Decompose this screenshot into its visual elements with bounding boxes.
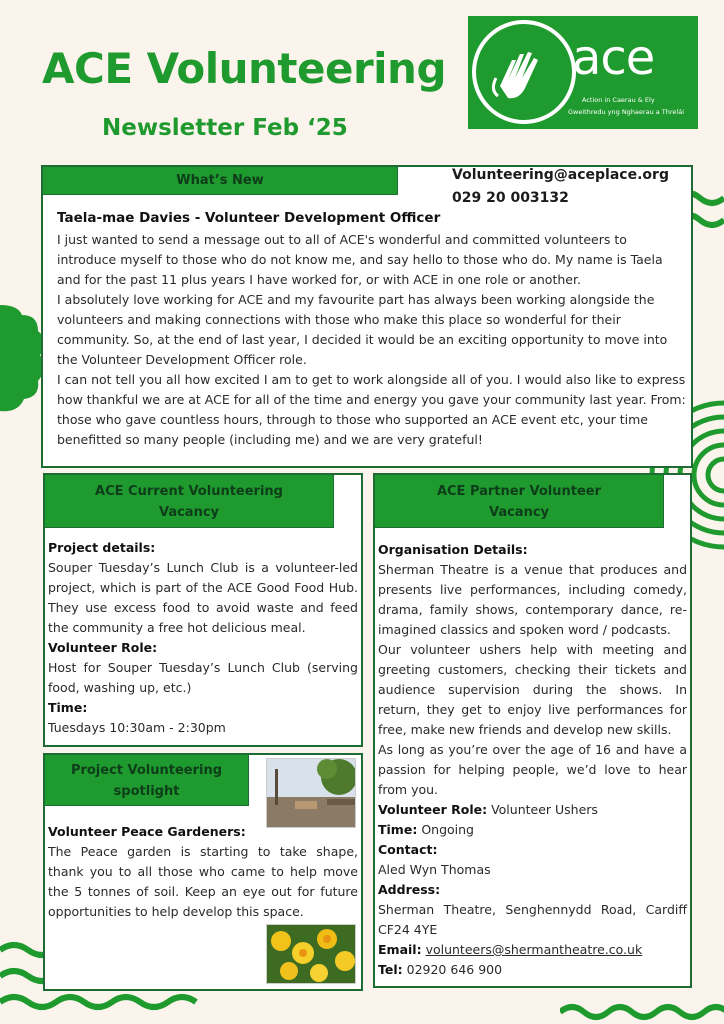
partner-tel-text: 02920 646 900 <box>406 962 503 977</box>
whats-new-paragraph-3: I can not tell you all how excited I am to get to work alongside all of you. I would also like to express how thankful we are at ACE for all of the time and energy you gave your community last year. From: those who gave countless hours, through to those who supported an ACE event etc, your time benefitted so many people (including me) and we are very grateful! <box>57 372 686 447</box>
contact-name: Aled Wyn Thomas <box>378 862 491 877</box>
partner-vacancy-body <box>378 540 687 980</box>
whats-new-body <box>57 230 687 450</box>
ace-logo <box>468 16 698 129</box>
address-label: Address: <box>378 882 441 897</box>
current-vacancy-tab <box>44 474 334 528</box>
partner-time-text: Ongoing <box>421 822 474 837</box>
spotlight-tab <box>44 754 249 806</box>
daffodils-photo <box>266 924 356 984</box>
spotlight-body <box>48 822 358 922</box>
partner-tel-line <box>378 960 687 980</box>
contact-phone: 029 20 003132 <box>452 190 569 206</box>
partner-time-line <box>378 820 687 840</box>
partner-role-line <box>378 800 687 820</box>
current-vacancy-tab-line1: ACE Current Volunteering <box>95 484 283 499</box>
address-text: Sherman Theatre, Senghennydd Road, Cardiff CF24 4YE <box>378 902 687 937</box>
org-details-text-1: Sherman Theatre is a venue that produces and presents live performances, including comedy, drama, family shows, contemporary dance, re-imagined classics and spoken word / podcasts. <box>378 562 687 637</box>
whats-new-paragraph-2: I absolutely love working for ACE and my favourite part has always been working alongside the volunteers and making connections with those who make this place so wonderful for their community. So, at the end of last year, I decided it would be an exciting opportunity to move into the Volunteer Development Officer role. <box>57 292 668 367</box>
project-details-text: Souper Tuesday’s Lunch Club is a volunteer-led project, which is part of the ACE Good Food Hub. They use excess food to avoid waste and feed the community a free hot delicious meal. <box>48 560 358 635</box>
org-details-text-2: Our volunteer ushers help with meeting and greeting customers, checking their tickets and audience supervision during the shows. In return, they get to enjoy live performances for free, make new friends and develop new skills. <box>378 642 687 737</box>
org-details-text-3: As long as you’re over the age of 16 and have a passion for helping people, we’d love to hear from you. <box>378 742 687 797</box>
article-author: Taela-mae Davies - Volunteer Development Officer <box>57 210 441 226</box>
contact-label: Contact: <box>378 842 438 857</box>
partner-vacancy-tab <box>374 474 664 528</box>
partner-email-label: Email: <box>378 942 422 957</box>
garden-photo <box>266 758 356 828</box>
partner-email-link[interactable]: volunteers@shermantheatre.co.uk <box>425 942 643 957</box>
spotlight-heading: Volunteer Peace Gardeners: <box>48 824 246 839</box>
spotlight-tab-line1: Project Volunteering <box>70 763 223 778</box>
scalloped-circle-decoration <box>0 305 42 415</box>
contact-email: Volunteering@aceplace.org <box>452 167 669 183</box>
partner-vacancy-tab-line2: Vacancy <box>488 505 550 520</box>
spotlight-tab-line2: spotlight <box>113 784 180 799</box>
time-label: Time: <box>48 700 88 715</box>
partner-role-text: Volunteer Ushers <box>491 802 598 817</box>
partner-email-line <box>378 940 687 960</box>
partner-vacancy-tab-line1: ACE Partner Volunteer <box>436 484 602 499</box>
current-vacancy-body <box>48 538 358 738</box>
ace-logo-word: ace <box>572 30 655 86</box>
newsletter-title: ACE Volunteering <box>42 44 447 93</box>
ace-logo-line1: Action in Caerau & Ely <box>582 96 655 104</box>
current-vacancy-tab-line2: Vacancy <box>158 505 220 520</box>
project-details-label: Project details: <box>48 540 156 555</box>
partner-role-label: Volunteer Role: <box>378 802 488 817</box>
partner-tel-label: Tel: <box>378 962 403 977</box>
time-text: Tuesdays 10:30am - 2:30pm <box>48 720 226 735</box>
spotlight-text: The Peace garden is starting to take shape, thank you to all those who came to help move the 5 tonnes of soil. Keep an eye out for future opportunities to help develop this space. <box>48 844 358 919</box>
org-details-label: Organisation Details: <box>378 542 528 557</box>
volunteer-role-text: Host for Souper Tuesday’s Lunch Club (serving food, washing up, etc.) <box>48 660 358 695</box>
ace-logo-line2: Gweithredu yng Nghaerau a Threlái <box>568 108 685 116</box>
newsletter-subtitle: Newsletter Feb ‘25 <box>102 115 348 141</box>
volunteer-role-label: Volunteer Role: <box>48 640 158 655</box>
wave-decoration-bottom-right <box>560 1000 724 1024</box>
partner-time-label: Time: <box>378 822 418 837</box>
whats-new-tab: What’s New <box>42 166 398 195</box>
whats-new-paragraph-1: I just wanted to send a message out to all of ACE's wonderful and committed volunteers to introduce myself to those who do not know me, and say hello to those who do. My name is Taela and for the past 11 plus years I have worked for, or with ACE in one role or another. <box>57 232 663 287</box>
